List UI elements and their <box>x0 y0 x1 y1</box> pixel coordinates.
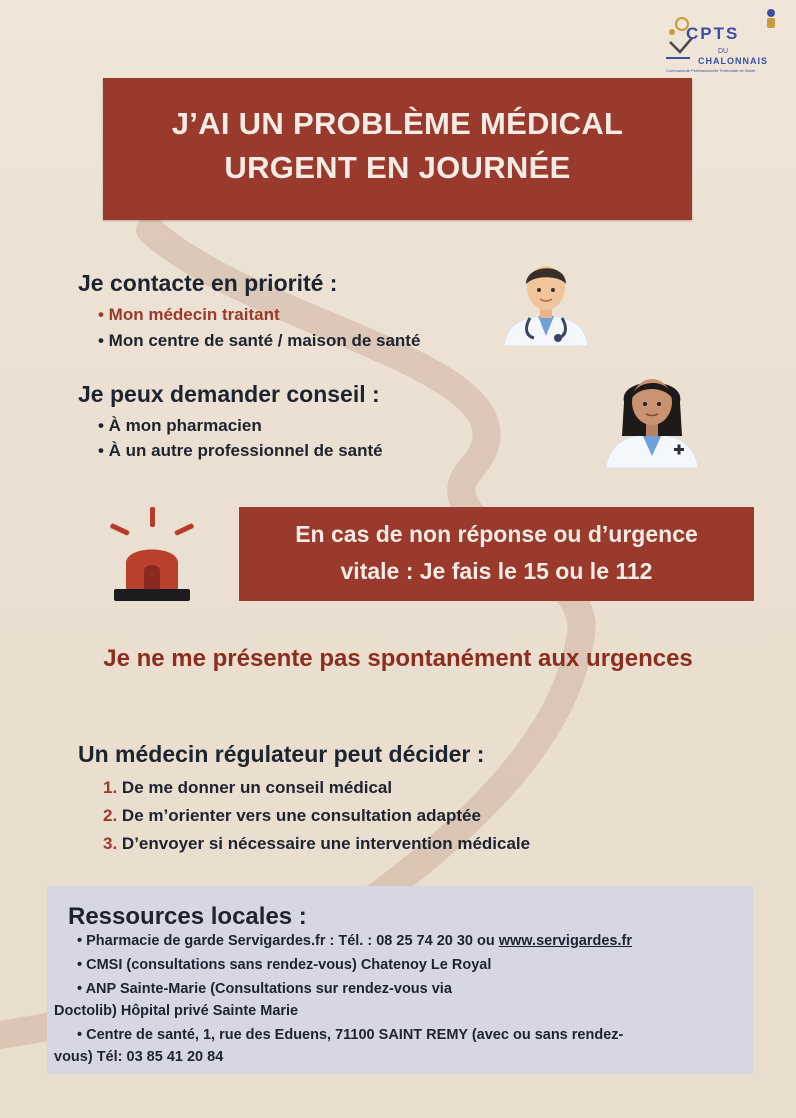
warning-text: Je ne me présente pas spontanément aux urgences <box>103 645 693 672</box>
resources-title: Ressources locales : <box>68 903 307 930</box>
regulator-item-number: 1. <box>103 778 118 797</box>
advice-item-2: • À un autre professionnel de santé <box>98 441 383 460</box>
male-doctor-icon <box>500 252 592 346</box>
resource-centre-line-1: • Centre de santé, 1, rue des Eduens, 71100 SAINT REMY (avec ou sans rendez- <box>77 1027 624 1043</box>
servigardes-link[interactable]: www.servigardes.fr <box>498 933 632 949</box>
regulator-heading: Un médecin régulateur peut décider : <box>78 741 485 767</box>
logo-du: DU <box>718 48 729 55</box>
emergency-line-2: vitale : Je fais le 15 ou le 112 <box>340 558 653 584</box>
resource-centre-line-2: vous) Tél: 03 85 41 20 84 <box>54 1049 224 1065</box>
resources-box <box>47 886 753 1074</box>
logo-region: CHALONNAIS <box>698 56 768 66</box>
regulator-item-number: 2. <box>103 806 118 825</box>
resource-anp-line-2: Doctolib) Hôpital privé Sainte Marie <box>54 1003 299 1019</box>
regulator-item-1 <box>103 778 392 798</box>
regulator-item-text: De me donner un conseil médical <box>121 778 393 797</box>
title-line-1: J’AI UN PROBLÈME MÉDICAL <box>171 106 624 141</box>
advice-heading: Je peux demander conseil : <box>78 381 380 407</box>
title-line-2: URGENT EN JOURNÉE <box>224 150 571 185</box>
resource-pharmacy <box>77 933 632 949</box>
resource-cmsi: • CMSI (consultations sans rendez-vous) Chatenoy Le Royal <box>77 957 492 973</box>
title-banner <box>103 78 692 220</box>
resource-pharmacy-text: • Pharmacie de garde Servigardes.fr : Tél. : 08 25 74 20 30 ou <box>77 933 499 949</box>
advice-item-1: • À mon pharmacien <box>98 416 262 435</box>
emergency-line-1: En cas de non réponse ou d’urgence <box>295 521 698 547</box>
contact-item-2: • Mon centre de santé / maison de santé <box>98 331 421 350</box>
emergency-box <box>239 507 754 601</box>
siren-icon <box>104 505 200 605</box>
regulator-item-text: D’envoyer si nécessaire une intervention médicale <box>121 834 531 853</box>
logo-figure-icon <box>764 8 778 30</box>
regulator-item-text: De m’orienter vers une consultation adaptée <box>121 806 481 825</box>
regulator-item-3 <box>103 834 530 854</box>
contact-heading: Je contacte en priorité : <box>78 270 338 296</box>
logo-name: CPTS <box>686 24 740 43</box>
cpts-logo <box>660 8 790 72</box>
resource-anp-line-1: • ANP Sainte-Marie (Consultations sur rendez-vous via <box>77 981 452 997</box>
contact-item-1: • Mon médecin traitant <box>98 305 280 324</box>
regulator-item-2 <box>103 806 481 826</box>
logo-subtitle: Communauté Professionnelle Territoriale de Santé <box>666 68 756 73</box>
regulator-item-number: 3. <box>103 834 118 853</box>
female-doctor-icon <box>602 356 702 468</box>
